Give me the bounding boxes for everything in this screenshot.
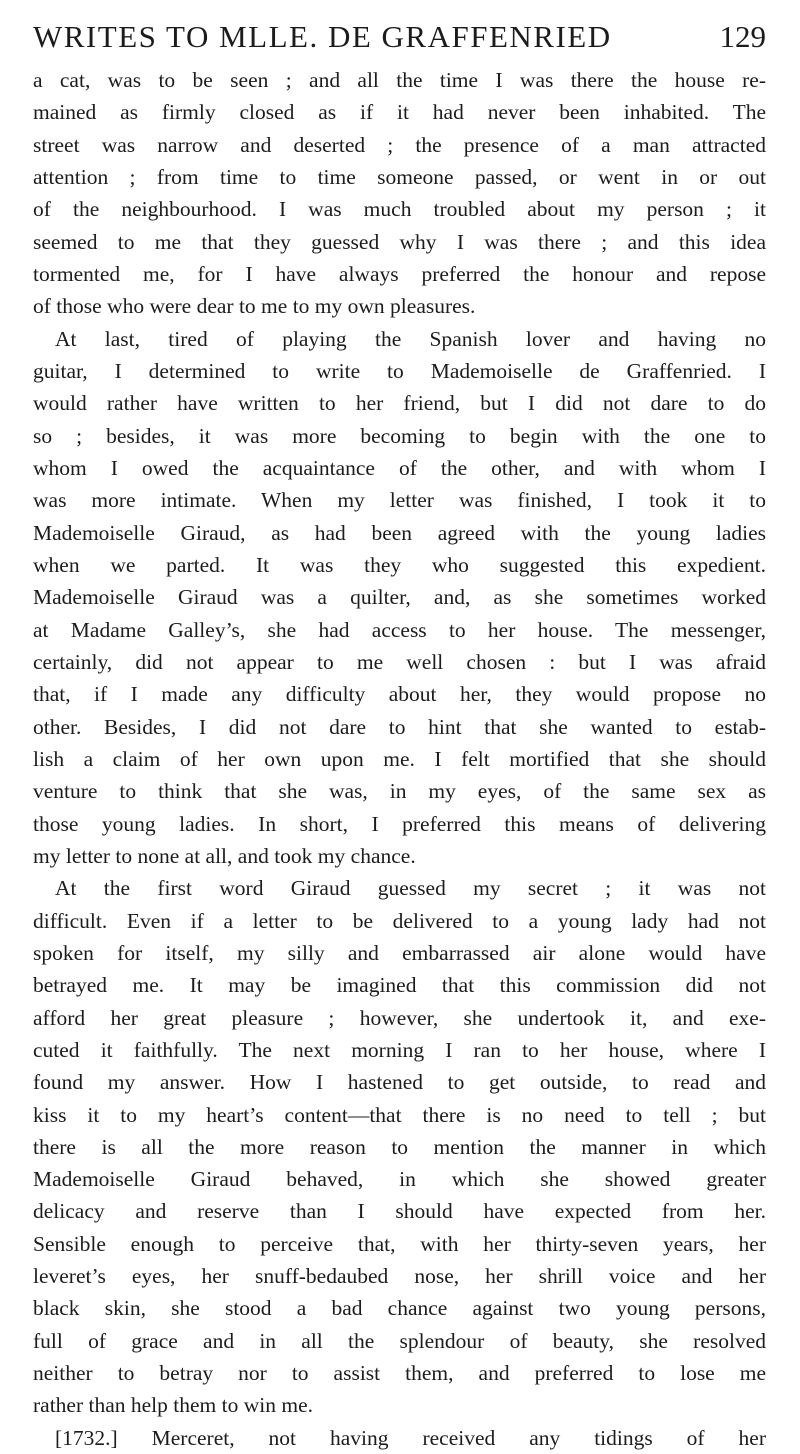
text-line: that, if I made any difficulty about her, they would propose no (33, 682, 766, 707)
text-line: Sensible enough to perceive that, with her thirty-seven years, her (33, 1231, 766, 1256)
text-line: black skin, she stood a bad chance against two young persons, (33, 1296, 766, 1321)
body-text (33, 64, 766, 1454)
text-line: afford her great pleasure ; however, she undertook it, and exe- (33, 1005, 766, 1030)
text-line: of the neighbourhood. I was much troubled about my person ; it (33, 197, 766, 222)
text-line: street was narrow and deserted ; the presence of a man attracted (33, 132, 766, 157)
text-line: at Madame Galley’s, she had access to her house. The messenger, (33, 617, 766, 642)
text-line: tormented me, for I have always preferred the honour and repose (33, 261, 766, 286)
text-line: so ; besides, it was more becoming to begin with the one to (33, 423, 766, 448)
text-line: seemed to me that they guessed why I was there ; and this idea (33, 229, 766, 254)
text-line: of those who were dear to me to my own pleasures. (33, 294, 476, 319)
text-line: rather than help them to win me. (33, 1393, 314, 1418)
text-line: was more intimate. When my letter was finished, I took it to (33, 488, 766, 513)
text-line: attention ; from time to time someone passed, or went in or out (33, 164, 766, 189)
text-line: mained as firmly closed as if it had never been inhabited. The (33, 100, 766, 125)
text-line: difficult. Even if a letter to be delivered to a young lady had not (33, 908, 766, 933)
text-line: my letter to none at all, and took my chance. (33, 843, 416, 868)
running-head-title: WRITES TO MLLE. DE GRAFFENRIED (33, 19, 612, 54)
text-line: neither to betray nor to assist them, and preferred to lose me (33, 1361, 766, 1386)
text-line: those young ladies. In short, I preferred this means of delivering (33, 811, 766, 836)
text-line: At the first word Giraud guessed my secret ; it was not (55, 876, 766, 901)
text-line: kiss it to my heart’s content—that there is no need to tell ; but (33, 1102, 766, 1127)
text-line: leveret’s eyes, her snuff-bedaubed nose, her shrill voice and her (33, 1264, 766, 1289)
text-line: full of grace and in all the splendour of beauty, she resolved (33, 1328, 766, 1353)
text-line: Mademoiselle Giraud behaved, in which she showed greater (33, 1167, 766, 1192)
text-line: certainly, did not appear to me well chosen : but I was afraid (33, 649, 766, 674)
text-line: At last, tired of playing the Spanish lover and having no (55, 326, 766, 351)
text-line: spoken for itself, my silly and embarrassed air alone would have (33, 940, 766, 965)
text-line: other. Besides, I did not dare to hint that she wanted to estab- (33, 714, 766, 739)
text-line: found my answer. How I hastened to get outside, to read and (33, 1070, 766, 1095)
text-line: would rather have written to her friend, but I did not dare to do (33, 391, 766, 416)
text-line: a cat, was to be seen ; and all the time I was there the house re- (33, 68, 766, 92)
running-head (33, 14, 766, 60)
text-line: venture to think that she was, in my eyes, of the same sex as (33, 779, 766, 804)
page-number: 129 (719, 19, 766, 54)
text-line: cuted it faithfully. The next morning I ran to her house, where I (33, 1037, 766, 1062)
text-line: there is all the more reason to mention the manner in which (33, 1134, 766, 1159)
text-line: Mademoiselle Giraud was a quilter, and, as she sometimes worked (33, 585, 766, 610)
text-line: guitar, I determined to write to Mademoiselle de Graffenried. I (33, 358, 766, 383)
text-line: betrayed me. It may be imagined that this commission did not (33, 973, 766, 998)
text-line: [1732.] Merceret, not having received any tidings of her (55, 1425, 766, 1450)
text-line: delicacy and reserve than I should have expected from her. (33, 1199, 766, 1224)
text-line: whom I owed the acquaintance of the other, and with whom I (33, 455, 766, 480)
text-line: lish a claim of her own upon me. I felt mortified that she should (33, 746, 766, 771)
text-line: when we parted. It was they who suggested this expedient. (33, 552, 766, 577)
text-line: Mademoiselle Giraud, as had been agreed with the young ladies (33, 520, 766, 545)
